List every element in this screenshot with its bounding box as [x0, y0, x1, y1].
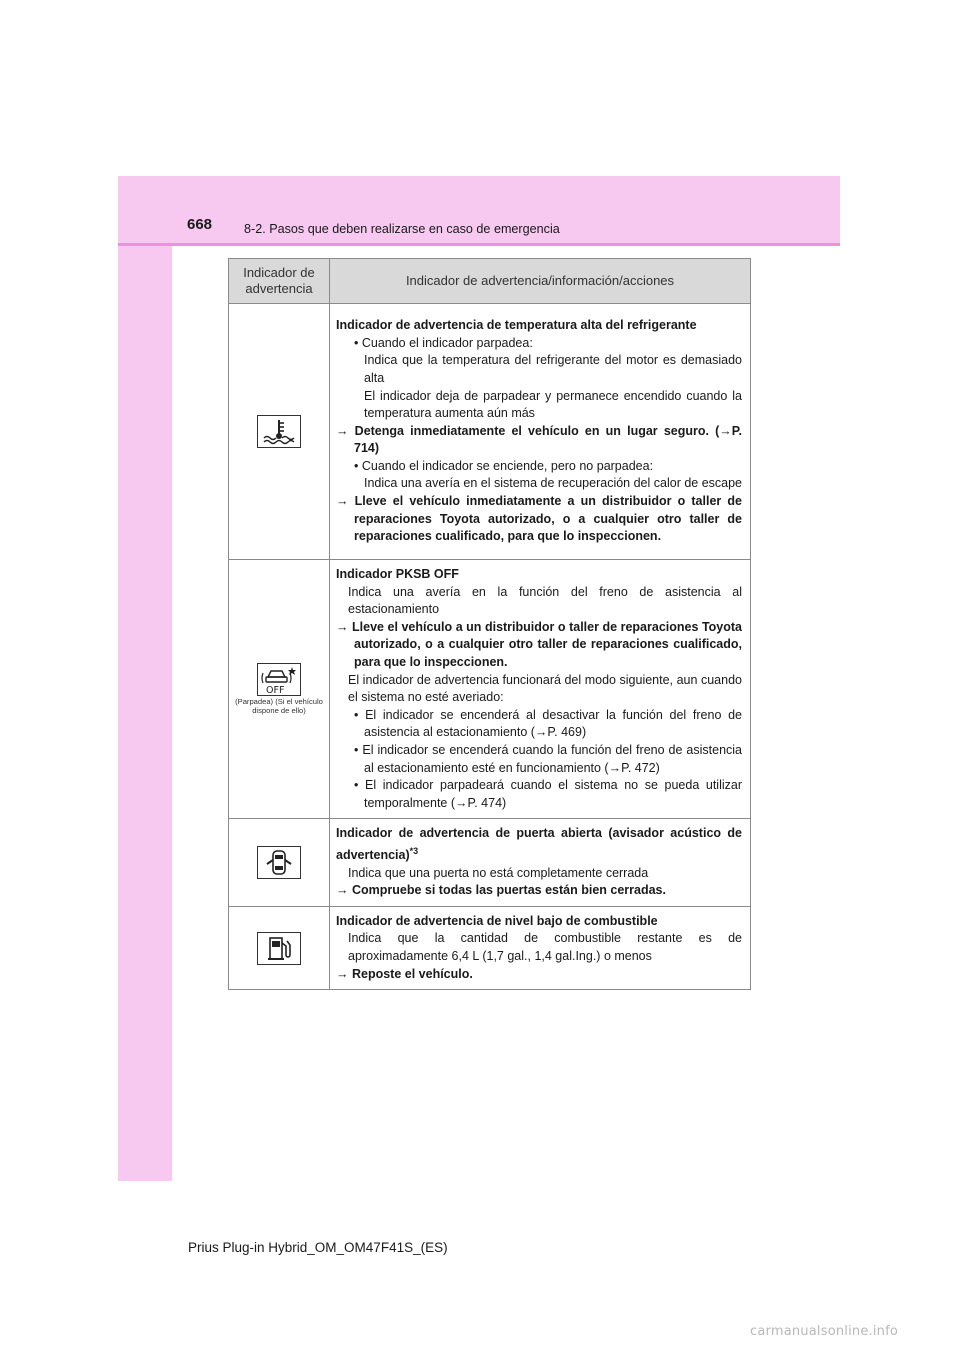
body-text: Indica que la temperatura del refrigerante del motor es demasiado alta	[364, 353, 742, 385]
body-text: El indicador de advertencia funcionará del modo siguiente, aun cuando el sistema no esté averiado:	[348, 672, 742, 705]
row-title: Indicador de advertencia de puerta abierta (avisador acústico de advertencia)$^{*3}$	[336, 826, 742, 863]
footer-model-code: Prius Plug-in Hybrid_OM_OM47F41S_(ES)	[188, 1240, 448, 1255]
icon-cell	[229, 819, 330, 907]
action-text: → Lleve el vehículo a un distribuidor o taller de reparaciones Toyota autorizado, o a cualquier otro taller de reparaciones cualificado, para que lo inspeccionen.	[336, 619, 742, 669]
side-tab-band	[118, 176, 172, 1181]
fuel-pump-icon	[257, 932, 301, 965]
row-title: Indicador de advertencia de temperatura alta del refrigerante	[336, 318, 697, 333]
icon-cell	[229, 560, 330, 819]
watermark: carmanualsonline.info	[750, 1324, 899, 1339]
table-row	[229, 304, 751, 560]
info-cell	[330, 560, 751, 819]
action-text: → Detenga inmediatamente el vehículo en un lugar seguro. (→P. 714)	[336, 423, 742, 456]
body-text: Indica que una puerta no está completamente cerrada	[348, 865, 649, 880]
svg-text:OFF: OFF	[266, 685, 285, 696]
footnote-marker: *3	[409, 845, 419, 856]
action-text: → Lleve el vehículo inmediatamente a un distribuidor o taller de reparaciones Toyota autorizado, o a cualquier otro taller de reparaciones cualificado, para que lo inspeccionen.	[336, 494, 742, 544]
icon-cell	[229, 304, 330, 560]
bullet-item: • Cuando el indicador se enciende, pero no parpadea:	[354, 458, 654, 473]
info-cell	[330, 304, 751, 560]
info-cell	[330, 906, 751, 989]
table-row	[229, 560, 751, 819]
action-text: → Compruebe si todas las puertas están bien cerradas.	[336, 883, 666, 898]
icon-caption: (Parpadea) (Si el vehículo dispone de ello)	[235, 697, 323, 715]
bullet-item: • El indicador se encenderá al desactivar la función del freno de asistencia al estacionamiento (→P. 469)	[354, 707, 742, 740]
action-text: → Reposte el vehículo.	[336, 966, 473, 981]
header-rule	[118, 243, 840, 246]
row-title: Indicador de advertencia de nivel bajo de combustible	[336, 913, 658, 928]
bullet-item: • Cuando el indicador parpadea:	[354, 335, 533, 350]
bullet-item: • El indicador se encenderá cuando la función del freno de asistencia al estacionamiento esté en funcionamiento (→P. 472)	[354, 742, 742, 775]
bullet-item: • El indicador parpadeará cuando el sistema no se pueda utilizar temporalmente (→P. 474)	[354, 778, 742, 810]
warning-indicator-table	[228, 258, 751, 990]
icon-cell	[229, 906, 330, 989]
body-text: El indicador deja de parpadear y permanece encendido cuando la temperatura aumenta aún más	[364, 388, 742, 421]
page-number: 668	[187, 216, 213, 233]
body-text: Indica que la cantidad de combustible restante es de aproximadamente 6,4 L (1,7 gal., 1,4 gal.Ing.) o menos	[348, 931, 742, 964]
body-text: Indica una avería en el sistema de recuperación del calor de escape	[364, 476, 743, 491]
coolant-temperature-icon	[257, 415, 301, 448]
table-row	[229, 819, 751, 907]
col-header-info: Indicador de advertencia/información/acciones	[330, 259, 751, 304]
info-cell	[330, 819, 751, 907]
door-open-icon	[257, 846, 301, 879]
table-header-row	[229, 259, 751, 304]
table-row	[229, 906, 751, 989]
pksb-off-icon	[257, 663, 301, 696]
section-title: 8-2. Pasos que deben realizarse en caso de emergencia	[244, 222, 560, 236]
row-title: Indicador PKSB OFF	[336, 567, 459, 581]
body-text: Indica una avería en la función del freno de asistencia al estacionamiento	[348, 584, 742, 617]
col-header-indicator: Indicador de advertencia	[229, 259, 330, 304]
